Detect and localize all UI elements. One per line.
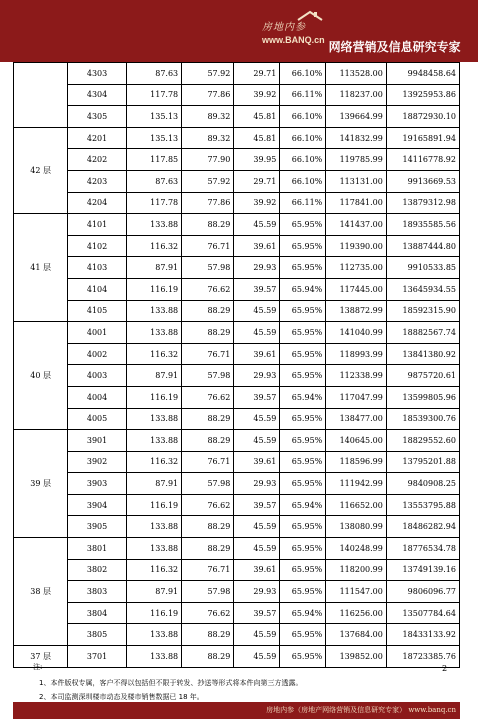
value-cell: 118596.99 bbox=[326, 451, 387, 473]
value-cell: 45.59 bbox=[234, 516, 280, 538]
value-cell: 66.10% bbox=[280, 127, 326, 149]
value-cell: 118200.99 bbox=[326, 559, 387, 581]
sales-table-container bbox=[13, 62, 460, 668]
table-row bbox=[14, 170, 460, 192]
table-row bbox=[14, 386, 460, 408]
value-cell: 45.59 bbox=[234, 322, 280, 344]
value-cell: 18776534.78 bbox=[386, 538, 459, 560]
floor-label: 38 层 bbox=[14, 538, 68, 646]
value-cell: 57.92 bbox=[182, 170, 234, 192]
value-cell: 65.94% bbox=[280, 494, 326, 516]
value-cell: 65.95% bbox=[280, 516, 326, 538]
value-cell: 88.29 bbox=[182, 538, 234, 560]
value-cell: 65.95% bbox=[280, 408, 326, 430]
value-cell: 88.29 bbox=[182, 214, 234, 236]
value-cell: 133.88 bbox=[126, 430, 181, 452]
table-row bbox=[14, 257, 460, 279]
unit-number-cell: 4102 bbox=[68, 235, 126, 257]
table-row bbox=[14, 430, 460, 452]
value-cell: 116.19 bbox=[126, 602, 181, 624]
value-cell: 39.57 bbox=[234, 602, 280, 624]
unit-number-cell: 4103 bbox=[68, 257, 126, 279]
table-row bbox=[14, 473, 460, 495]
value-cell: 133.88 bbox=[126, 516, 181, 538]
value-cell: 39.61 bbox=[234, 559, 280, 581]
unit-number-cell: 4101 bbox=[68, 214, 126, 236]
value-cell: 77.86 bbox=[182, 192, 234, 214]
page-footer-banner bbox=[13, 702, 460, 719]
value-cell: 140248.99 bbox=[326, 538, 387, 560]
unit-number-cell: 4304 bbox=[68, 84, 126, 106]
value-cell: 65.95% bbox=[280, 257, 326, 279]
table-row bbox=[14, 278, 460, 300]
floor-label bbox=[14, 63, 68, 128]
unit-number-cell: 4204 bbox=[68, 192, 126, 214]
value-cell: 87.91 bbox=[126, 365, 181, 387]
value-cell: 139852.00 bbox=[326, 646, 387, 668]
value-cell: 29.93 bbox=[234, 365, 280, 387]
value-cell: 112735.00 bbox=[326, 257, 387, 279]
value-cell: 45.81 bbox=[234, 127, 280, 149]
floor-label: 40 层 bbox=[14, 322, 68, 430]
value-cell: 39.57 bbox=[234, 278, 280, 300]
value-cell: 135.13 bbox=[126, 106, 181, 128]
value-cell: 65.95% bbox=[280, 581, 326, 603]
value-cell: 88.29 bbox=[182, 624, 234, 646]
unit-number-cell: 4303 bbox=[68, 63, 126, 85]
table-row bbox=[14, 538, 460, 560]
value-cell: 66.10% bbox=[280, 106, 326, 128]
unit-number-cell: 3803 bbox=[68, 581, 126, 603]
value-cell: 88.29 bbox=[182, 646, 234, 668]
value-cell: 116.19 bbox=[126, 386, 181, 408]
value-cell: 65.95% bbox=[280, 646, 326, 668]
value-cell: 45.59 bbox=[234, 646, 280, 668]
value-cell: 9913669.53 bbox=[386, 170, 459, 192]
value-cell: 13749139.16 bbox=[386, 559, 459, 581]
value-cell: 133.88 bbox=[126, 300, 181, 322]
unit-number-cell: 3905 bbox=[68, 516, 126, 538]
value-cell: 89.32 bbox=[182, 127, 234, 149]
value-cell: 39.92 bbox=[234, 192, 280, 214]
value-cell: 9948458.64 bbox=[386, 63, 459, 85]
unit-number-cell: 3804 bbox=[68, 602, 126, 624]
value-cell: 77.90 bbox=[182, 149, 234, 171]
value-cell: 117445.00 bbox=[326, 278, 387, 300]
value-cell: 39.95 bbox=[234, 149, 280, 171]
value-cell: 133.88 bbox=[126, 214, 181, 236]
unit-number-cell: 4002 bbox=[68, 343, 126, 365]
table-row bbox=[14, 451, 460, 473]
table-row bbox=[14, 84, 460, 106]
value-cell: 39.61 bbox=[234, 343, 280, 365]
sales-table-body bbox=[14, 63, 460, 668]
value-cell: 18723385.76 bbox=[386, 646, 459, 668]
logo-name: 房地内参 bbox=[262, 22, 306, 33]
value-cell: 45.59 bbox=[234, 408, 280, 430]
unit-number-cell: 4005 bbox=[68, 408, 126, 430]
value-cell: 117.78 bbox=[126, 192, 181, 214]
unit-number-cell: 3802 bbox=[68, 559, 126, 581]
value-cell: 29.93 bbox=[234, 581, 280, 603]
value-cell: 9875720.61 bbox=[386, 365, 459, 387]
value-cell: 13841380.92 bbox=[386, 343, 459, 365]
table-row bbox=[14, 624, 460, 646]
table-row bbox=[14, 602, 460, 624]
value-cell: 133.88 bbox=[126, 646, 181, 668]
value-cell: 65.94% bbox=[280, 386, 326, 408]
value-cell: 111942.99 bbox=[326, 473, 387, 495]
table-row bbox=[14, 127, 460, 149]
notes-title: 注: bbox=[33, 663, 43, 671]
value-cell: 13925953.86 bbox=[386, 84, 459, 106]
value-cell: 116.32 bbox=[126, 343, 181, 365]
value-cell: 141040.99 bbox=[326, 322, 387, 344]
value-cell: 65.95% bbox=[280, 343, 326, 365]
value-cell: 133.88 bbox=[126, 624, 181, 646]
value-cell: 119390.00 bbox=[326, 235, 387, 257]
value-cell: 18433133.92 bbox=[386, 624, 459, 646]
value-cell: 88.29 bbox=[182, 430, 234, 452]
value-cell: 14116778.92 bbox=[386, 149, 459, 171]
value-cell: 76.62 bbox=[182, 386, 234, 408]
note-monitoring: 2、本司监测深圳楼市动态及楼市销售数据已 18 年。 bbox=[39, 693, 204, 701]
table-row bbox=[14, 559, 460, 581]
value-cell: 9840908.25 bbox=[386, 473, 459, 495]
value-cell: 18592315.90 bbox=[386, 300, 459, 322]
value-cell: 76.62 bbox=[182, 602, 234, 624]
value-cell: 65.95% bbox=[280, 322, 326, 344]
value-cell: 111547.00 bbox=[326, 581, 387, 603]
value-cell: 116.19 bbox=[126, 494, 181, 516]
value-cell: 88.29 bbox=[182, 300, 234, 322]
value-cell: 138872.99 bbox=[326, 300, 387, 322]
value-cell: 39.61 bbox=[234, 235, 280, 257]
unit-number-cell: 3805 bbox=[68, 624, 126, 646]
logo-url: www.BANQ.cn bbox=[262, 35, 325, 45]
table-row bbox=[14, 494, 460, 516]
value-cell: 65.95% bbox=[280, 365, 326, 387]
floor-label: 42 层 bbox=[14, 127, 68, 213]
value-cell: 66.11% bbox=[280, 84, 326, 106]
unit-number-cell: 4305 bbox=[68, 106, 126, 128]
sales-table bbox=[13, 62, 460, 668]
unit-number-cell: 4104 bbox=[68, 278, 126, 300]
value-cell: 9910533.85 bbox=[386, 257, 459, 279]
value-cell: 66.11% bbox=[280, 192, 326, 214]
value-cell: 13599805.96 bbox=[386, 386, 459, 408]
value-cell: 65.95% bbox=[280, 300, 326, 322]
page-number: 2 bbox=[442, 664, 448, 673]
value-cell: 57.98 bbox=[182, 581, 234, 603]
value-cell: 133.88 bbox=[126, 538, 181, 560]
value-cell: 65.95% bbox=[280, 214, 326, 236]
value-cell: 89.32 bbox=[182, 106, 234, 128]
value-cell: 65.95% bbox=[280, 451, 326, 473]
value-cell: 133.88 bbox=[126, 408, 181, 430]
value-cell: 117047.99 bbox=[326, 386, 387, 408]
unit-number-cell: 4201 bbox=[68, 127, 126, 149]
value-cell: 57.92 bbox=[182, 63, 234, 85]
unit-number-cell: 3801 bbox=[68, 538, 126, 560]
table-row bbox=[14, 214, 460, 236]
floor-label: 39 层 bbox=[14, 430, 68, 538]
value-cell: 116.32 bbox=[126, 559, 181, 581]
value-cell: 87.63 bbox=[126, 63, 181, 85]
table-row bbox=[14, 192, 460, 214]
value-cell: 138477.00 bbox=[326, 408, 387, 430]
value-cell: 66.10% bbox=[280, 63, 326, 85]
value-cell: 66.10% bbox=[280, 149, 326, 171]
footer-text: 房地内参（房地产网络营销及信息研究专家） www.banq.cn bbox=[266, 706, 456, 714]
value-cell: 117.85 bbox=[126, 149, 181, 171]
value-cell: 29.93 bbox=[234, 257, 280, 279]
value-cell: 116.32 bbox=[126, 235, 181, 257]
value-cell: 13879312.98 bbox=[386, 192, 459, 214]
value-cell: 13553795.88 bbox=[386, 494, 459, 516]
value-cell: 76.62 bbox=[182, 278, 234, 300]
value-cell: 13645934.55 bbox=[386, 278, 459, 300]
value-cell: 119785.99 bbox=[326, 149, 387, 171]
value-cell: 76.62 bbox=[182, 494, 234, 516]
value-cell: 39.57 bbox=[234, 494, 280, 516]
table-row bbox=[14, 149, 460, 171]
value-cell: 13507784.64 bbox=[386, 602, 459, 624]
table-row bbox=[14, 408, 460, 430]
brand bbox=[262, 22, 461, 55]
table-row bbox=[14, 581, 460, 603]
value-cell: 9806096.77 bbox=[386, 581, 459, 603]
value-cell: 13795201.88 bbox=[386, 451, 459, 473]
value-cell: 57.98 bbox=[182, 257, 234, 279]
value-cell: 65.94% bbox=[280, 602, 326, 624]
value-cell: 18935585.56 bbox=[386, 214, 459, 236]
value-cell: 66.10% bbox=[280, 170, 326, 192]
unit-number-cell: 4203 bbox=[68, 170, 126, 192]
value-cell: 116652.00 bbox=[326, 494, 387, 516]
value-cell: 135.13 bbox=[126, 127, 181, 149]
value-cell: 65.95% bbox=[280, 235, 326, 257]
table-row bbox=[14, 343, 460, 365]
unit-number-cell: 4105 bbox=[68, 300, 126, 322]
value-cell: 116.19 bbox=[126, 278, 181, 300]
value-cell: 45.59 bbox=[234, 300, 280, 322]
value-cell: 39.61 bbox=[234, 451, 280, 473]
value-cell: 13887444.80 bbox=[386, 235, 459, 257]
value-cell: 45.59 bbox=[234, 624, 280, 646]
value-cell: 76.71 bbox=[182, 343, 234, 365]
value-cell: 141832.99 bbox=[326, 127, 387, 149]
value-cell: 18882567.74 bbox=[386, 322, 459, 344]
value-cell: 87.91 bbox=[126, 257, 181, 279]
unit-number-cell: 3902 bbox=[68, 451, 126, 473]
value-cell: 113131.00 bbox=[326, 170, 387, 192]
value-cell: 133.88 bbox=[126, 322, 181, 344]
value-cell: 45.81 bbox=[234, 106, 280, 128]
value-cell: 18486282.94 bbox=[386, 516, 459, 538]
table-row bbox=[14, 63, 460, 85]
value-cell: 76.71 bbox=[182, 235, 234, 257]
unit-number-cell: 4202 bbox=[68, 149, 126, 171]
value-cell: 18539300.76 bbox=[386, 408, 459, 430]
unit-number-cell: 3901 bbox=[68, 430, 126, 452]
value-cell: 113528.00 bbox=[326, 63, 387, 85]
value-cell: 57.98 bbox=[182, 473, 234, 495]
value-cell: 65.95% bbox=[280, 430, 326, 452]
table-row bbox=[14, 300, 460, 322]
value-cell: 112338.99 bbox=[326, 365, 387, 387]
value-cell: 45.59 bbox=[234, 430, 280, 452]
value-cell: 87.91 bbox=[126, 581, 181, 603]
unit-number-cell: 3701 bbox=[68, 646, 126, 668]
value-cell: 138080.99 bbox=[326, 516, 387, 538]
table-row bbox=[14, 516, 460, 538]
value-cell: 65.94% bbox=[280, 278, 326, 300]
value-cell: 88.29 bbox=[182, 408, 234, 430]
table-row bbox=[14, 365, 460, 387]
value-cell: 18829552.60 bbox=[386, 430, 459, 452]
page-header-banner bbox=[0, 0, 478, 62]
value-cell: 88.29 bbox=[182, 516, 234, 538]
value-cell: 77.86 bbox=[182, 84, 234, 106]
value-cell: 76.71 bbox=[182, 559, 234, 581]
value-cell: 19165891.94 bbox=[386, 127, 459, 149]
brand-slogan: 网络营销及信息研究专家 bbox=[328, 40, 461, 54]
value-cell: 45.59 bbox=[234, 214, 280, 236]
table-row bbox=[14, 235, 460, 257]
unit-number-cell: 3903 bbox=[68, 473, 126, 495]
note-copyright: 1、本件版权专属，客户不得以包括但不限于转发、抄送等形式将本件向第三方透露。 bbox=[39, 679, 303, 687]
value-cell: 137684.00 bbox=[326, 624, 387, 646]
value-cell: 57.98 bbox=[182, 365, 234, 387]
unit-number-cell: 4003 bbox=[68, 365, 126, 387]
table-row bbox=[14, 106, 460, 128]
unit-number-cell: 4004 bbox=[68, 386, 126, 408]
brand-logo bbox=[262, 22, 325, 46]
value-cell: 39.92 bbox=[234, 84, 280, 106]
value-cell: 139664.99 bbox=[326, 106, 387, 128]
floor-label: 37 层 bbox=[14, 646, 68, 668]
value-cell: 29.71 bbox=[234, 170, 280, 192]
value-cell: 29.71 bbox=[234, 63, 280, 85]
value-cell: 65.95% bbox=[280, 559, 326, 581]
value-cell: 29.93 bbox=[234, 473, 280, 495]
value-cell: 45.59 bbox=[234, 538, 280, 560]
value-cell: 140645.00 bbox=[326, 430, 387, 452]
value-cell: 117.78 bbox=[126, 84, 181, 106]
value-cell: 65.95% bbox=[280, 538, 326, 560]
value-cell: 117841.00 bbox=[326, 192, 387, 214]
value-cell: 87.63 bbox=[126, 170, 181, 192]
value-cell: 18872930.10 bbox=[386, 106, 459, 128]
value-cell: 116.32 bbox=[126, 451, 181, 473]
floor-label: 41 层 bbox=[14, 214, 68, 322]
value-cell: 118993.99 bbox=[326, 343, 387, 365]
value-cell: 88.29 bbox=[182, 322, 234, 344]
value-cell: 65.95% bbox=[280, 624, 326, 646]
value-cell: 39.57 bbox=[234, 386, 280, 408]
unit-number-cell: 4001 bbox=[68, 322, 126, 344]
table-row bbox=[14, 646, 460, 668]
table-row bbox=[14, 322, 460, 344]
value-cell: 141437.00 bbox=[326, 214, 387, 236]
value-cell: 76.71 bbox=[182, 451, 234, 473]
value-cell: 116256.00 bbox=[326, 602, 387, 624]
value-cell: 65.95% bbox=[280, 473, 326, 495]
unit-number-cell: 3904 bbox=[68, 494, 126, 516]
value-cell: 87.91 bbox=[126, 473, 181, 495]
value-cell: 118237.00 bbox=[326, 84, 387, 106]
